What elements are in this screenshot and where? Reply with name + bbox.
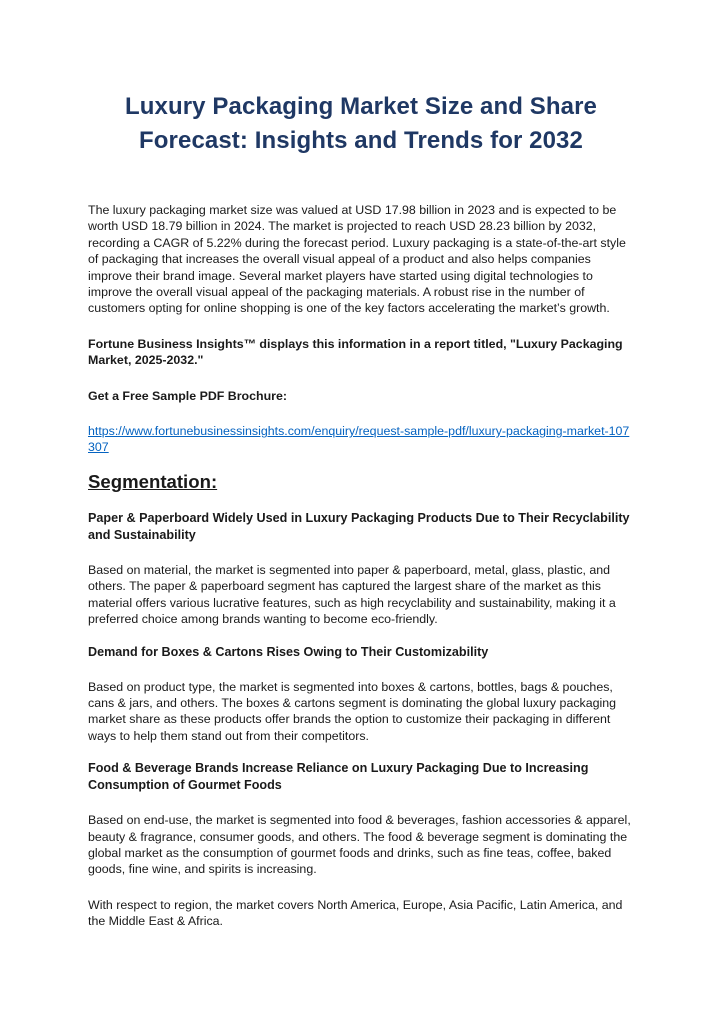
page-title [88,90,634,158]
product-type-segment-heading: Demand for Boxes & Cartons Rises Owing to Their Customizability [88,644,489,659]
sample-brochure-label: Get a Free Sample PDF Brochure: [88,388,287,403]
intro-paragraph: The luxury packaging market size was valued at USD 17.98 billion in 2023 and is expected to be worth USD 18.79 billion in 2024. The market is projected to reach USD 28.23 billion by 2032, recording a CAGR of 5.22% during the forecast period. Luxury packaging is a state-of-the-art style of packaging that increases the overall visual appeal of a product and also helps companies improve their brand image. Several market players have started using digital technologies to improve the overall visual appeal of the packaging materials. A robust rise in the number of customers opting for online shopping is one of the key factors accelerating the market’s growth. [88,203,626,316]
region-paragraph: With respect to region, the market covers North America, Europe, Asia Pacific, Latin America, and the Middle East & Africa. [88,897,623,929]
page-title-line-1: Luxury Packaging Market Size and Share [125,93,597,120]
sample-brochure-link[interactable]: https://www.fortunebusinessinsights.com/enquiry/request-sample-pdf/luxury-packaging-market-107307 [88,424,630,455]
report-statement: Fortune Business Insights™ displays this information in a report titled, "Luxury Packaging Market, 2025-2032." [88,336,623,368]
end-use-segment-paragraph: Based on end-use, the market is segmented into food & beverages, fashion accessories & apparel, beauty & fragrance, consumer goods, and others. The food & beverage segment is dominating the global market as the consumption of gourmet foods and drinks, such as fine teas, coffee, baked goods, fine wine, and spirits is increasing. [88,813,631,877]
segmentation-heading: Segmentation: [88,470,218,492]
material-segment-paragraph: Based on material, the market is segmented into paper & paperboard, metal, glass, plastic, and others. The paper & paperboard segment has captured the largest share of the market as this material offers various lucrative features, such as high recyclability and sustainability, making it a preferred choice among brands wanting to become eco-friendly. [88,562,616,627]
material-segment-heading: Paper & Paperboard Widely Used in Luxury Packaging Products Due to Their Recyclability and Sustainability [88,510,630,542]
page-title-line-2: Forecast: Insights and Trends for 2032 [139,127,583,154]
end-use-segment-heading: Food & Beverage Brands Increase Reliance on Luxury Packaging Due to Increasing Consumption of Gourmet Foods [88,761,589,793]
sample-link-paragraph [88,423,634,456]
product-type-segment-paragraph: Based on product type, the market is segmented into boxes & cartons, bottles, bags & pouches, cans & jars, and others. The boxes & cartons segment is dominating the global luxury packaging market share as these products offer brands the option to customize their packaging in different ways to help them stand out from their competitors. [88,679,617,743]
